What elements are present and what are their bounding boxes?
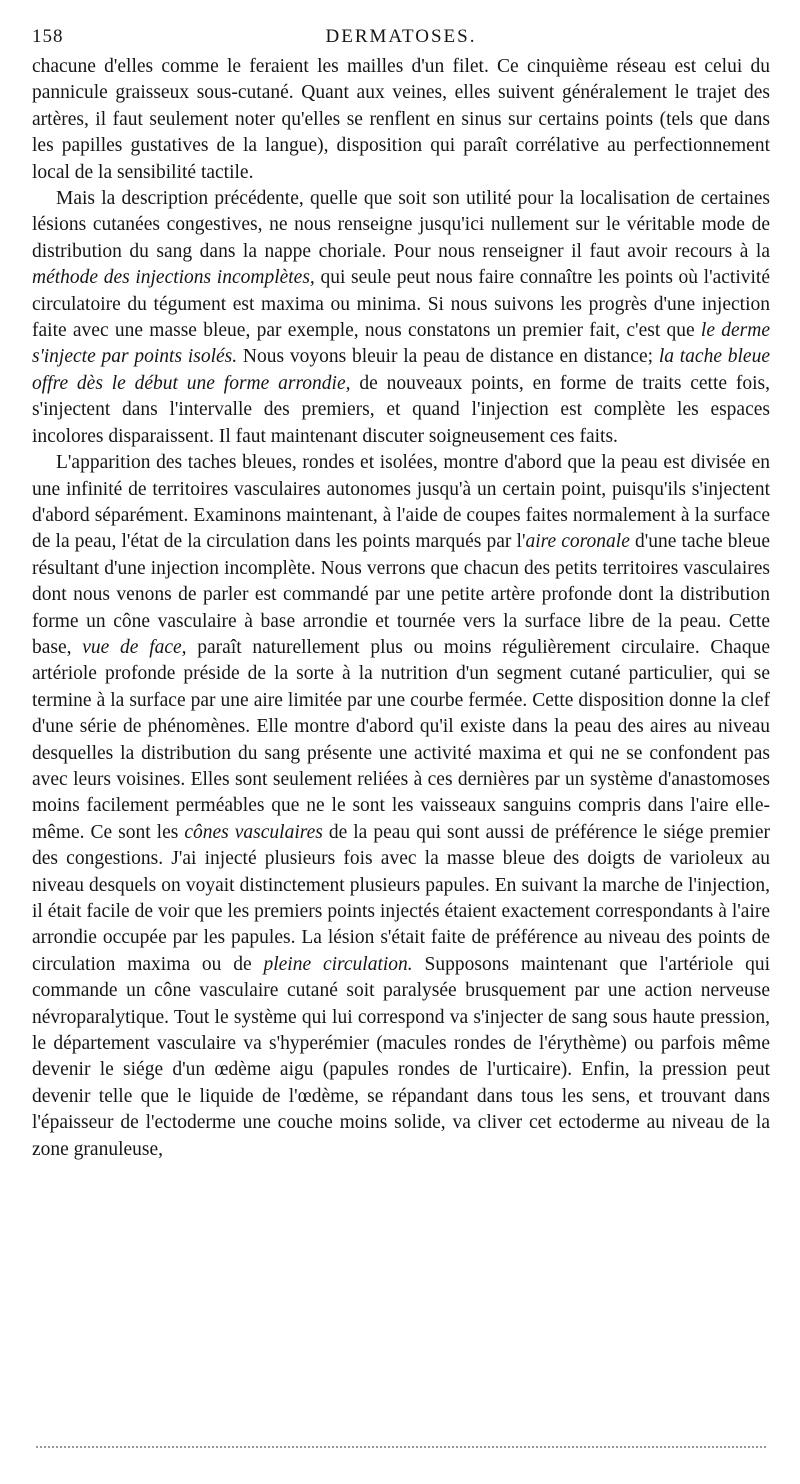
text-run: Mais la description précédente, quelle que soit son utilité pour la localisation de certaines lésions cutanées congestives, ne nous renseigne jusqu'ici nullement sur le véritable mode de distribution du sang dans la nappe choriale. Pour nous renseigner il faut avoir recours à la — [32, 188, 770, 262]
italic-phrase: le derme s'injecte par points isolés. — [32, 320, 770, 368]
italic-phrase: aire coronale — [525, 531, 630, 553]
book-page — [32, 26, 770, 1163]
footer-dotted-rule — [36, 1446, 766, 1448]
paragraph-continuation — [32, 54, 770, 186]
body-text — [32, 54, 770, 1163]
text-run: Nous voyons bleuir la peau de distance en distance; — [237, 346, 659, 368]
text-run: Supposons maintenant que l'artériole qui commande un cône vasculaire cutané soit paralysée brusquement par une action nerveuse névroparalytique. Tout le système qui lui correspond va s'injecter de sang sous haute pression, le département vasculaire va s'hyperémier (macules rondes de l'érythème) ou parfois même devenir le siége d'un œdème aigu (papules rondes de l'urticaire). Enfin, la pression peut devenir telle que le liquide de l'œdème, se répandant dans tous les sens, et trouvant dans l'épaisseur de l'ectoderme une couche moins solide, va cliver cet ectoderme au niveau de la zone granuleuse, — [32, 953, 771, 1160]
running-head — [32, 26, 770, 54]
text-run: chacune d'elles comme le feraient les mailles d'un filet. Ce cinquième réseau est celui du pannicule graisseux sous-cutané. Quant aux veines, elles suivent généralement le trajet des artères, il faut seulement noter qu'elles se renflent en sinus sur certains points (tels que dans les papilles gustatives de la langue), disposition qui paraît corrélative au perfectionnement local de la sensibilité tactile. — [32, 56, 770, 183]
page-number: 158 — [32, 26, 64, 47]
paragraph-vascular-territories — [32, 450, 770, 1163]
italic-phrase: méthode des injections incomplètes, — [32, 267, 315, 289]
italic-phrase: vue de face, — [82, 636, 187, 658]
italic-phrase: cônes vasculaires — [184, 821, 323, 843]
italic-phrase: pleine circulation. — [263, 953, 413, 975]
italic-phrase: la tache bleue offre dès le début une forme arrondie, — [32, 346, 770, 394]
text-run: paraît naturellement plus ou moins régulièrement circulaire. Chaque artériole profonde préside de la sorte à la nutrition d'un segment cutané particulier, qui se termine à la surface par une aire limitée par une courbe fermée. Cette disposition donne la clef d'une série de phénomènes. Elle montre d'abord qu'il existe dans la peau des aires au niveau desquelles la distribution du sang présente une activité maxima et qui ne se confondent pas avec leurs voisines. Elles sont seulement reliées à ces dernières par un système d'anastomoses moins facilement perméables que ne le sont les vaisseaux sanguins compris dans l'aire elle-même. Ce sont les — [32, 636, 770, 843]
text-run: de nouveaux points, en forme de traits cette fois, s'injectent dans l'intervalle des premiers, et quand l'injection est complète les espaces incolores disparaissent. Il faut maintenant discuter soigneusement ces faits. — [32, 372, 771, 447]
text-run: de la peau qui sont aussi de préférence le siége premier des congestions. J'ai injecté plusieurs fois avec la masse bleue des doigts de varioleux au niveau desquels on voyait distinctement plusieurs papules. En suivant la marche de l'injection, il était facile de voir que les premiers points injectés étaient exactement correspondants à l'aire arrondie occupée par les papules. La lésion s'était faite de préférence au niveau des points de circulation maxima ou de — [32, 821, 770, 975]
text-run: qui seule peut nous faire connaître les points où l'activité circulatoire du tégument est maxima ou minima. Si nous suivons les progrès d'une injection faite avec une masse bleue, par exemple, nous constatons un premier fait, c'est que — [32, 267, 771, 342]
header-title: DERMATOSES. — [325, 26, 477, 47]
paragraph-injections-method — [32, 186, 770, 450]
text-run: L'apparition des taches bleues, rondes et isolées, montre d'abord que la peau est divisée en une infinité de territoires vasculaires autonomes jusqu'à un certain point, puisqu'ils s'injectent d'abord séparément. Examinons maintenant, à l'aide de coupes faites normalement à la surface de la peau, l'état de la circulation dans les points marqués par l' — [32, 452, 770, 553]
text-run: d'une tache bleue résultant d'une injection incomplète. Nous verrons que chacun des petits territoires vasculaires dont nous venons de parler est commandé par une petite artère profonde dont la distribution forme un cône vasculaire à base arrondie et tournée vers la surface libre de la peau. Cette base, — [32, 531, 771, 658]
